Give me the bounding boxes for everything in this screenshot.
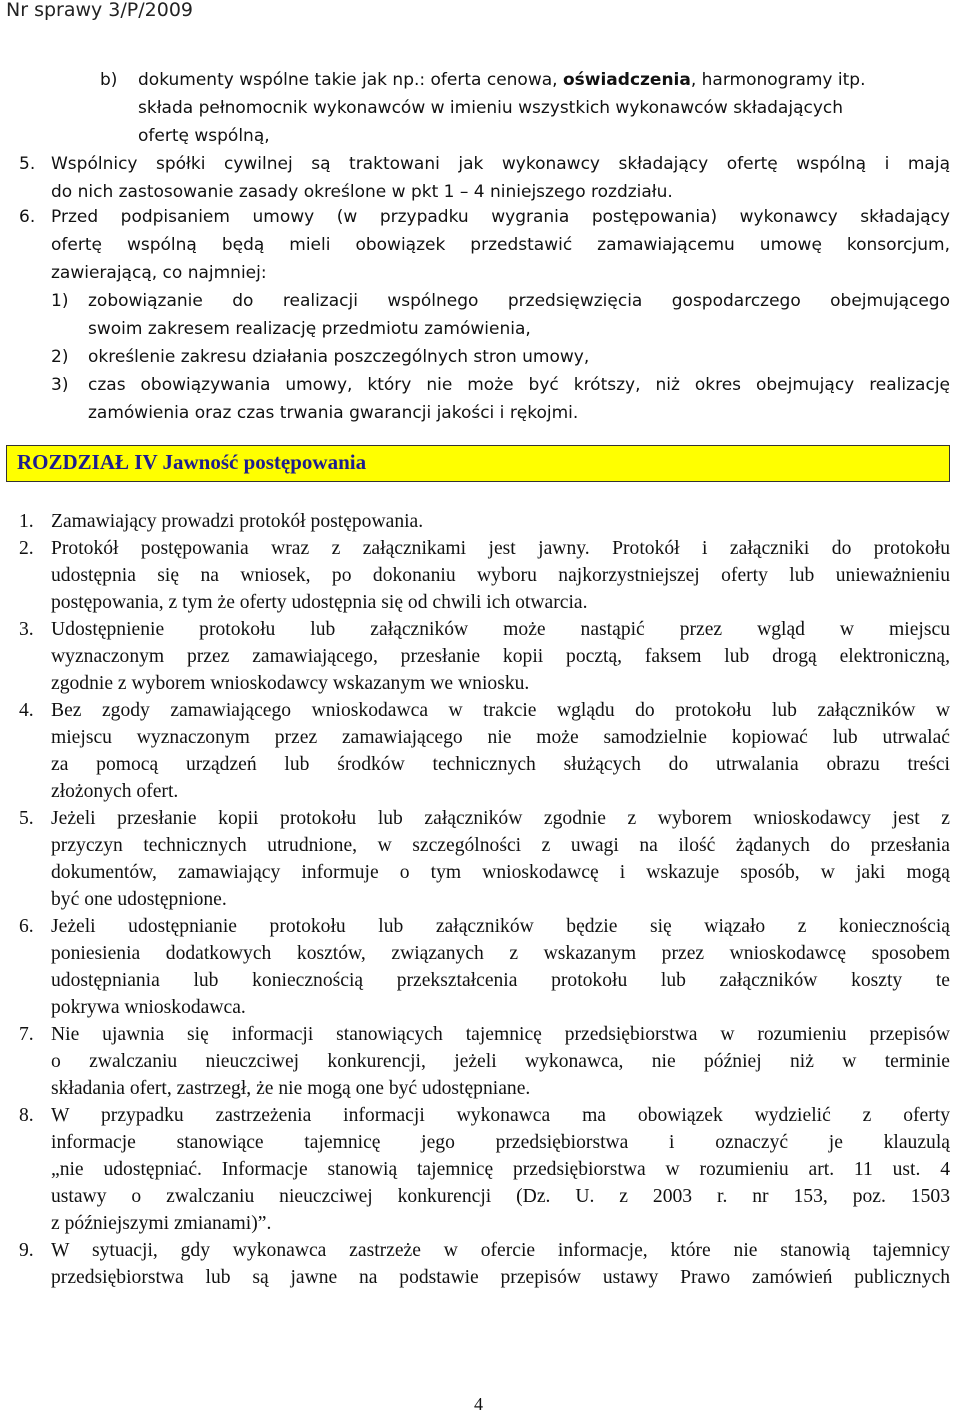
item-1-line1: Zamawiający prowadzi protokół postępowania. bbox=[51, 511, 424, 532]
item-5-line4: być one udostępnione. bbox=[51, 889, 227, 910]
item-6-top-marker: 6. bbox=[19, 207, 36, 227]
item-9-line1: W sytuacji, gdy wykonawca zastrzeże w ofercie informacje, które nie stanowią tajemnicy bbox=[51, 1240, 950, 1261]
item-6-line4: pokrywa wnioskodawca. bbox=[51, 997, 246, 1018]
item-7-marker: 7. bbox=[19, 1024, 34, 1045]
item-6-marker: 6. bbox=[19, 916, 34, 937]
item-6-top-line2: ofertę wspólną będą mieli obowiązek przedstawić zamawiającemu umowę konsorcjum, bbox=[51, 235, 950, 255]
chapter-banner bbox=[6, 445, 950, 482]
item-b-marker: b) bbox=[100, 70, 118, 90]
item-b-line1-post: , harmonogramy itp. bbox=[690, 70, 866, 90]
sub-item-1 bbox=[51, 287, 950, 315]
item-4-line4: złożonych ofert. bbox=[51, 781, 179, 802]
sub-item-2 bbox=[51, 343, 950, 371]
sub-item-3-line1: czas obowiązywania umowy, który nie może być krótszy, niż okres obejmujący realizację bbox=[88, 375, 950, 395]
item-b-line1-pre: dokumenty wspólne takie jak np.: oferta cenowa, bbox=[138, 70, 563, 90]
sub-item-3-marker: 3) bbox=[51, 375, 69, 395]
item-7-line1: Nie ujawnia się informacji stanowiących tajemnicę przedsiębiorstwa w rozumieniu przepisów bbox=[51, 1024, 950, 1045]
item-5-top-marker: 5. bbox=[19, 154, 36, 174]
item-4-marker: 4. bbox=[19, 700, 34, 721]
item-b-line3: ofertę wspólną, bbox=[138, 126, 270, 146]
item-9-line2: przedsiębiorstwa lub są jawne na podstawie przepisów ustawy Prawo zamówień publicznych bbox=[51, 1267, 950, 1288]
item-3-line2: wyznaczonym przez zamawiającego, przesłanie kopii pocztą, faksem lub drogą elektroniczną, bbox=[51, 646, 950, 667]
item-6-line2: poniesienia dodatkowych kosztów, związanych z wskazanym przez wnioskodawcę sposobem bbox=[51, 943, 950, 964]
item-3-marker: 3. bbox=[19, 619, 34, 640]
item-3-line1: Udostępnienie protokołu lub załączników może nastąpić przez wgląd w miejscu bbox=[51, 619, 950, 640]
sub-item-1-line2: swoim zakresem realizację przedmiotu zamówienia, bbox=[88, 319, 531, 339]
item-2-line2: udostępnia się na wniosek, po dokonaniu wyboru najkorzystniejszej oferty lub unieważnieniu bbox=[51, 565, 950, 586]
sub-item-3-line2: zamówienia oraz czas trwania gwarancji jakości i rękojmi. bbox=[88, 403, 579, 423]
item-8-line5: z późniejszymi zmianami)”. bbox=[51, 1213, 272, 1234]
item-7-line3: składania ofert, zastrzegł, że nie mogą one być udostępniane. bbox=[51, 1078, 531, 1099]
page-number: 4 bbox=[474, 1394, 483, 1414]
item-8-line4: ustawy o zwalczaniu nieuczciwej konkurencji (Dz. U. z 2003 r. nr 153, poz. 1503 bbox=[51, 1186, 950, 1207]
item-6-line3: udostępniania lub koniecznością przekształcenia protokołu lub załączników koszty te bbox=[51, 970, 950, 991]
item-5-marker: 5. bbox=[19, 808, 34, 829]
item-8-line2: informacje stanowiące tajemnicę jego przedsiębiorstwa i oznaczyć je klauzulą bbox=[51, 1132, 950, 1153]
sub-item-3 bbox=[51, 371, 950, 399]
item-b-line1-bold: oświadczenia bbox=[562, 70, 691, 90]
item-5-line1: Jeżeli przesłanie kopii protokołu lub załączników zgodnie z wyborem wnioskodawcy jest z bbox=[51, 808, 950, 829]
item-7-line2: o zwalczaniu nieuczciwej konkurencji, jeżeli wykonawca, nie później niż w terminie bbox=[51, 1051, 950, 1072]
item-2-line1: Protokół postępowania wraz z załącznikami jest jawny. Protokół i załączniki do protokołu bbox=[51, 538, 950, 559]
item-6-top-line3: zawierającą, co najmniej: bbox=[51, 263, 267, 283]
item-1-marker: 1. bbox=[19, 511, 34, 532]
item-4-line1: Bez zgody zamawiającego wnioskodawca w trakcie wglądu do protokołu lub załączników w bbox=[51, 700, 950, 721]
sub-item-2-line1: określenie zakresu działania poszczególnych stron umowy, bbox=[88, 347, 590, 367]
item-2-line3: postępowania, z tym że oferty udostępnia się od chwili ich otwarcia. bbox=[51, 592, 588, 613]
item-5-top-line2: do nich zastosowanie zasady określone w pkt 1 – 4 niniejszego rozdziału. bbox=[51, 182, 673, 202]
chapter-title: ROZDZIAŁ IV Jawność postępowania bbox=[17, 450, 367, 474]
item-8-line3: „nie udostępniać. Informacje stanowią tajemnicę przedsiębiorstwa w rozumieniu art. 11 ust. 4 bbox=[51, 1159, 950, 1180]
sub-item-1-line1: zobowiązanie do realizacji wspólnego przedsięwzięcia gospodarczego obejmującego bbox=[88, 291, 950, 311]
sub-item-1-marker: 1) bbox=[51, 291, 69, 311]
item-5-top-line1: Wspólnicy spółki cywilnej są traktowani jak wykonawcy składający ofertę wspólną i mają bbox=[51, 154, 950, 174]
item-6-top-line1: Przed podpisaniem umowy (w przypadku wygrania postępowania) wykonawcy składający bbox=[51, 207, 950, 227]
item-9-marker: 9. bbox=[19, 1240, 34, 1261]
item-3-line3: zgodnie z wyborem wnioskodawcy wskazanym we wniosku. bbox=[51, 673, 530, 694]
item-4-line3: za pomocą urządzeń lub środków technicznych służących do utrwalania obrazu treści bbox=[51, 754, 950, 775]
item-2-marker: 2. bbox=[19, 538, 34, 559]
item-8-marker: 8. bbox=[19, 1105, 34, 1126]
item-4-line2: miejscu wyznaczonym przez zamawiającego nie może samodzielnie kopiować lub utrwalać bbox=[51, 727, 950, 748]
item-b-line2: składa pełnomocnik wykonawców w imieniu wszystkich wykonawców składających bbox=[138, 98, 844, 118]
item-6-line1: Jeżeli udostępnianie protokołu lub załączników będzie się wiązało z koniecznością bbox=[51, 916, 950, 937]
sub-item-2-marker: 2) bbox=[51, 347, 69, 367]
item-8-line1: W przypadku zastrzeżenia informacji wykonawca ma obowiązek wydzielić z oferty bbox=[51, 1105, 950, 1126]
item-5-line3: dokumentów, zamawiający informuje o tym wnioskodawcę i wskazuje sposób, w jaki mogą bbox=[51, 862, 950, 883]
item-5-line2: przyczyn technicznych utrudnione, w szczególności z uwagi na ilość żądanych do przesłania bbox=[51, 835, 950, 856]
case-number-header: Nr sprawy 3/P/2009 bbox=[6, 0, 194, 21]
